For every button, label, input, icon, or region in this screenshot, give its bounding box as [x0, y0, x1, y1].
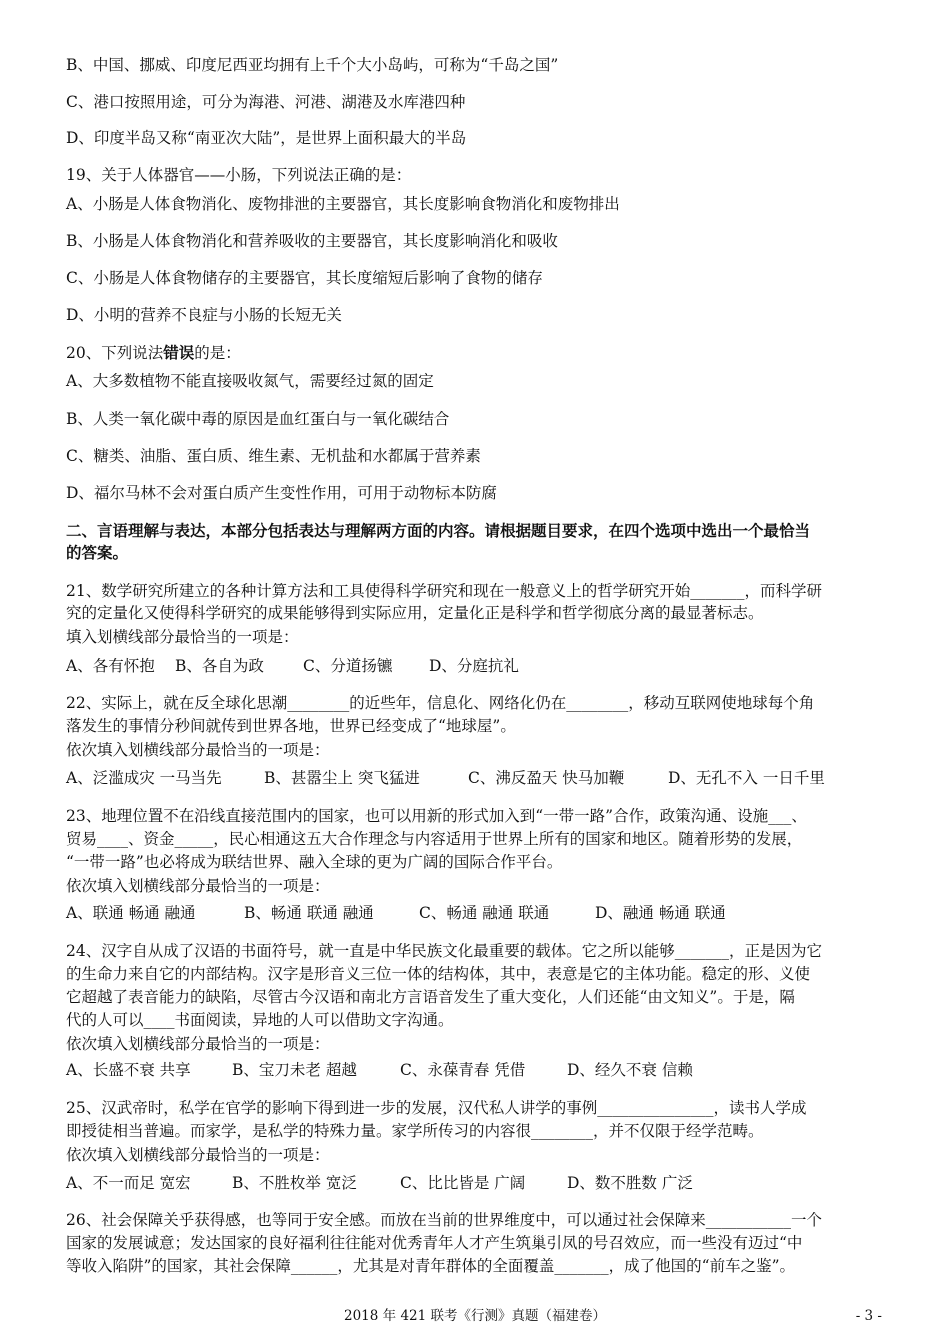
q20-option-c: C、糖类、油脂、蛋白质、维生素、无机盐和水都属于营养素: [66, 447, 481, 465]
q22-option-d: D、无孔不入 一日千里: [668, 769, 825, 787]
q25-option-a: A、不一而足 宽宏: [66, 1174, 191, 1192]
q24-prompt: 依次填入划横线部分最恰当的一项是：: [66, 1035, 330, 1053]
q25-prompt: 依次填入划横线部分最恰当的一项是：: [66, 1146, 330, 1164]
q21-option-b: B、各自为政: [175, 657, 264, 675]
q23-line1: 23、地理位置不在沿线直接范围内的国家，也可以用新的形式加入到“一带一路”合作，政策沟通、设施___、: [66, 807, 807, 825]
q20-stem-post: 的是：: [194, 344, 241, 362]
q26-line1: 26、社会保障关乎获得感，也等同于安全感。而放在当前的世界维度中，可以通过社会保障来___________一个: [66, 1211, 822, 1229]
q23-option-b: B、畅通 联通 融通: [244, 904, 374, 922]
q22-prompt: 依次填入划横线部分最恰当的一项是：: [66, 741, 330, 759]
q23-option-d: D、融通 畅通 联通: [595, 904, 726, 922]
q24-line4: 代的人可以____书面阅读，异地的人可以借助文字沟通。: [66, 1011, 454, 1029]
q21-line1: 21、数学研究所建立的各种计算方法和工具使得科学研究和现在一般意义上的哲学研究开始_______，而科学研: [66, 582, 822, 600]
q23-line2: 贸易____、资金_____，民心相通这五大合作理念与内容适用于世界上所有的国家和地区。随着形势的发展，: [66, 830, 803, 848]
q21-prompt: 填入划横线部分最恰当的一项是：: [66, 628, 299, 646]
q19-option-a: A、小肠是人体食物消化、废物排泄的主要器官，其长度影响食物消化和废物排出: [66, 195, 620, 213]
q21-option-d: D、分庭抗礼: [429, 657, 519, 675]
q19-option-b: B、小肠是人体食物消化和营养吸收的主要器官，其长度影响消化和吸收: [66, 232, 558, 250]
q22-options: [66, 767, 825, 789]
q25-line2: 即授徒相当普遍。而家学，是私学的特殊力量。家学所传习的内容很________，并不仅限于经学范畴。: [66, 1122, 764, 1140]
q23-option-c: C、畅通 融通 联通: [419, 904, 550, 922]
q22-option-b: B、甚嚣尘上 突飞猛进: [264, 769, 420, 787]
q23-options: [66, 902, 726, 924]
q20-option-b: B、人类一氧化碳中毒的原因是血红蛋白与一氧化碳结合: [66, 410, 450, 428]
q24-options: [66, 1059, 693, 1081]
q20-stem: [66, 342, 241, 364]
q22-line2: 落发生的事情分秒间就传到世界各地，世界已经变成了“地球屋”。: [66, 717, 516, 735]
q20-option-d: D、福尔马林不会对蛋白质产生变性作用，可用于动物标本防腐: [66, 484, 497, 502]
q24-option-d: D、经久不衰 信赖: [567, 1061, 693, 1079]
page-number: - 3 -: [855, 1308, 882, 1324]
q21-option-c: C、分道扬镳: [303, 657, 393, 675]
section2-heading-line2: 的答案。: [66, 543, 129, 562]
q25-options: [66, 1172, 693, 1194]
q25-option-d: D、数不胜数 广泛: [567, 1174, 693, 1192]
q20-option-a: A、大多数植物不能直接吸收氮气，需要经过氮的固定: [66, 372, 434, 390]
q25-option-b: B、不胜枚举 宽泛: [232, 1174, 357, 1192]
section2-heading-line1: 二、言语理解与表达，本部分包括表达与理解两方面的内容。请根据题目要求，在四个选项中选出一个最恰当: [66, 521, 811, 540]
q24-line3: 它超越了表音能力的缺陷，尽管古今汉语和南北方言语音发生了重大变化，人们还能“由文知义”。于是，隔: [66, 988, 795, 1006]
q18-option-d: D、印度半岛又称“南亚次大陆”，是世界上面积最大的半岛: [66, 129, 467, 147]
q18-option-c: C、港口按照用途，可分为海港、河港、湖港及水库港四种: [66, 93, 466, 111]
q19-stem: 19、关于人体器官——小肠，下列说法正确的是：: [66, 166, 412, 184]
q22-option-a: A、泛滥成灾 一马当先: [66, 769, 222, 787]
footer-title: 2018 年 421 联考《行测》真题（福建卷）: [344, 1308, 606, 1324]
q25-line1: 25、汉武帝时，私学在官学的影响下得到进一步的发展，汉代私人讲学的事例_______________，读书人学成: [66, 1099, 807, 1117]
q22-line1: 22、实际上，就在反全球化思潮________的近些年，信息化、网络化仍在________，移动互联网使地球每个角: [66, 694, 815, 712]
q24-option-c: C、永葆青春 凭借: [400, 1061, 526, 1079]
q19-option-c: C、小肠是人体食物储存的主要器官，其长度缩短后影响了食物的储存: [66, 269, 543, 287]
q23-line3: “一带一路”也必将成为联结世界、融入全球的更为广阔的国际合作平台。: [66, 853, 563, 871]
q22-option-c: C、沸反盈天 快马加鞭: [468, 769, 625, 787]
q23-prompt: 依次填入划横线部分最恰当的一项是：: [66, 877, 330, 895]
q24-line1: 24、汉字自从成了汉语的书面符号，就一直是中华民族文化最重要的载体。它之所以能够_______，正是因为它: [66, 942, 822, 960]
q21-line2: 究的定量化又使得科学研究的成果能够得到实际应用，定量化正是科学和哲学彻底分离的最显著标志。: [66, 604, 764, 622]
q21-option-a: A、各有怀抱: [66, 657, 155, 675]
q20-stem-pre: 20、下列说法: [66, 344, 164, 362]
q26-line3: 等收入陷阱”的国家，其社会保障______，尤其是对青年群体的全面覆盖_______，成了他国的“前车之鉴”。: [66, 1257, 796, 1275]
q21-options: [66, 655, 519, 677]
q19-option-d: D、小明的营养不良症与小肠的长短无关: [66, 306, 342, 324]
q25-option-c: C、比比皆是 广阔: [400, 1174, 526, 1192]
q24-option-a: A、长盛不衰 共享: [66, 1061, 191, 1079]
q23-option-a: A、联通 畅通 融通: [66, 904, 196, 922]
q26-line2: 国家的发展诚意；发达国家的良好福利往往能对优秀青年人才产生筑巢引凤的号召效应，而一些没有迈过“中: [66, 1234, 803, 1252]
q18-option-b: B、中国、挪威、印度尼西亚均拥有上千个大小岛屿，可称为“千岛之国”: [66, 56, 559, 74]
q24-line2: 的生命力来自它的内部结构。汉字是形音义三位一体的结构体，其中，表意是它的主体功能。稳定的形、义使: [66, 965, 811, 983]
q24-option-b: B、宝刀未老 超越: [232, 1061, 357, 1079]
q20-stem-emphasis: 错误: [163, 343, 195, 362]
